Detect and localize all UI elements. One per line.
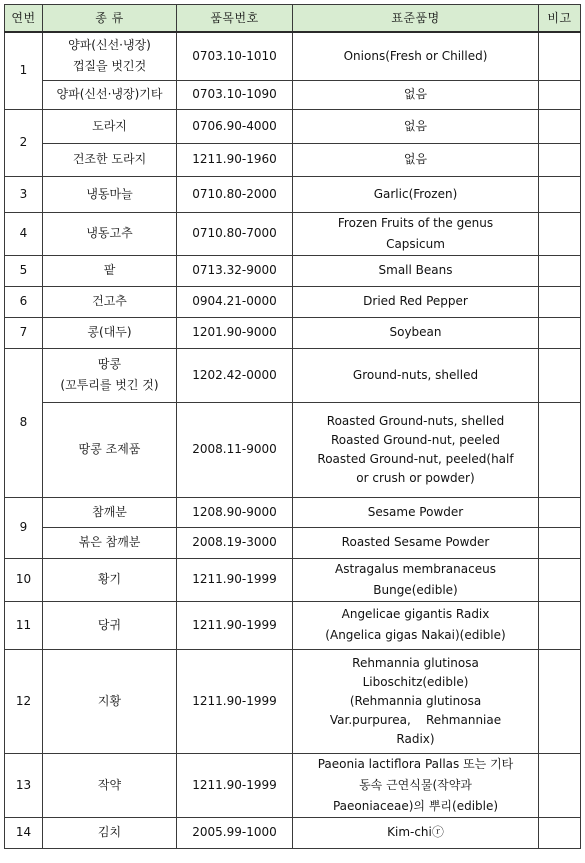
- item-code-cell: 1208.90-9000: [177, 497, 293, 527]
- header-row: [5, 5, 581, 33]
- remarks-cell: [539, 286, 581, 317]
- table-row: [5, 80, 581, 109]
- type-cell: [43, 601, 177, 649]
- serial-number-cell: 10: [5, 558, 43, 601]
- type-cell: [43, 817, 177, 848]
- serial-number-cell: 2: [5, 109, 43, 176]
- standard-name-line: Rehmannia glutinosa: [352, 655, 479, 670]
- serial-number-cell: 3: [5, 176, 43, 212]
- standard-name-line: Garlic(Frozen): [373, 186, 458, 201]
- remarks-cell: [539, 143, 581, 176]
- type-line: 양파(신선·냉장)기타: [56, 87, 163, 101]
- table-row: [5, 601, 581, 649]
- remarks-cell: [539, 817, 581, 848]
- product-table: [4, 4, 581, 849]
- type-line: 냉동마늘: [86, 186, 133, 201]
- type-line: 작약: [97, 777, 122, 792]
- type-line: 껍질을 벗긴것: [72, 59, 147, 74]
- document-page: [4, 4, 581, 849]
- standard-name-cell: [293, 143, 539, 176]
- type-cell: [43, 143, 177, 176]
- standard-name-line: Roasted Ground-nut, peeled: [331, 432, 500, 447]
- table-row: [5, 143, 581, 176]
- remarks-cell: [539, 753, 581, 817]
- serial-number-cell: 13: [5, 753, 43, 817]
- remarks-cell: [539, 402, 581, 497]
- header-serial: 연번: [5, 5, 43, 33]
- remarks-cell: [539, 317, 581, 348]
- table-body: [5, 32, 581, 848]
- type-line: 건조한 도라지: [72, 152, 147, 166]
- remarks-cell: [539, 497, 581, 527]
- type-line: 지황: [97, 693, 122, 708]
- type-cell: [43, 497, 177, 527]
- serial-number-cell: 1: [5, 32, 43, 109]
- type-line: 볶은 참깨분: [78, 535, 141, 549]
- type-cell: [43, 649, 177, 753]
- remarks-cell: [539, 601, 581, 649]
- item-code-cell: 0710.80-7000: [177, 212, 293, 255]
- standard-name-cell: [293, 109, 539, 143]
- remarks-cell: [539, 348, 581, 402]
- type-line: 땅콩 조제품: [78, 442, 141, 456]
- standard-name-cell: [293, 80, 539, 109]
- type-line: 참깨분: [92, 504, 127, 519]
- standard-name-cell: [293, 649, 539, 753]
- item-code-cell: 2005.99-1000: [177, 817, 293, 848]
- table-row: [5, 649, 581, 753]
- type-line: 당귀: [97, 617, 122, 632]
- table-row: [5, 176, 581, 212]
- serial-number-cell: 6: [5, 286, 43, 317]
- standard-name-cell: [293, 317, 539, 348]
- table-row: [5, 32, 581, 80]
- standard-name-line: Radix): [396, 731, 435, 746]
- standard-name-line: Ground-nuts, shelled: [352, 367, 479, 382]
- serial-number-cell: 12: [5, 649, 43, 753]
- standard-name-cell: [293, 255, 539, 286]
- item-code-cell: 1211.90-1999: [177, 558, 293, 601]
- item-code-cell: 0703.10-1090: [177, 80, 293, 109]
- type-cell: [43, 348, 177, 402]
- type-line: 양파(신선·냉장): [68, 38, 151, 53]
- table-row: [5, 348, 581, 402]
- standard-name-cell: [293, 402, 539, 497]
- standard-name-line: Paeonia lactiflora Pallas 또는 기타: [317, 756, 514, 771]
- type-line: 땅콩: [97, 357, 122, 371]
- standard-name-cell: [293, 817, 539, 848]
- standard-name-cell: [293, 601, 539, 649]
- item-code-cell: 0706.90-4000: [177, 109, 293, 143]
- serial-number-cell: 4: [5, 212, 43, 255]
- item-code-cell: 0703.10-1010: [177, 32, 293, 80]
- type-line: 팥: [103, 263, 116, 277]
- table-row: [5, 402, 581, 497]
- item-code-cell: 0904.21-0000: [177, 286, 293, 317]
- item-code-cell: 1211.90-1999: [177, 601, 293, 649]
- standard-name-line: Roasted Ground-nut, peeled(half: [317, 451, 514, 466]
- remarks-cell: [539, 80, 581, 109]
- standard-name-line: Dried Red Pepper: [363, 294, 468, 308]
- type-cell: [43, 527, 177, 558]
- standard-name-line: (Angelica gigas Nakai)(edible): [325, 628, 506, 642]
- type-cell: [43, 286, 177, 317]
- type-cell: [43, 753, 177, 817]
- standard-name-cell: [293, 286, 539, 317]
- remarks-cell: [539, 649, 581, 753]
- serial-number-cell: 8: [5, 348, 43, 497]
- standard-name-cell: [293, 176, 539, 212]
- type-line: 황기: [97, 572, 122, 586]
- standard-name-line: 없음: [403, 87, 428, 101]
- type-cell: [43, 32, 177, 80]
- standard-name-line: Roasted Ground-nuts, shelled: [326, 413, 505, 428]
- standard-name-line: Sesame Powder: [367, 504, 464, 519]
- table-row: [5, 109, 581, 143]
- serial-number-cell: 7: [5, 317, 43, 348]
- type-line: 콩(대두): [87, 325, 132, 339]
- serial-number-cell: 11: [5, 601, 43, 649]
- table-row: [5, 817, 581, 848]
- item-code-cell: 2008.19-3000: [177, 527, 293, 558]
- standard-name-line: Astragalus membranaceus: [335, 561, 496, 576]
- type-cell: [43, 109, 177, 143]
- type-cell: [43, 255, 177, 286]
- standard-name-cell: [293, 212, 539, 255]
- type-line: 건고추: [92, 294, 127, 308]
- header-type: 종 류: [43, 5, 177, 33]
- serial-number-cell: 14: [5, 817, 43, 848]
- standard-name-line: Onions(Fresh or Chilled): [343, 48, 488, 63]
- item-code-cell: 1211.90-1999: [177, 753, 293, 817]
- remarks-cell: [539, 255, 581, 286]
- table-row: [5, 317, 581, 348]
- standard-name-cell: [293, 527, 539, 558]
- standard-name-line: 없음: [403, 152, 428, 166]
- standard-name-line: Roasted Sesame Powder: [341, 535, 490, 549]
- standard-name-line: Bunge(edible): [373, 582, 458, 597]
- remarks-cell: [539, 212, 581, 255]
- remarks-cell: [539, 558, 581, 601]
- type-cell: [43, 317, 177, 348]
- standard-name-line: Capsicum: [386, 236, 445, 251]
- item-code-cell: 0713.32-9000: [177, 255, 293, 286]
- table-row: [5, 255, 581, 286]
- standard-name-line: Var.purpurea, Rehmanniae: [329, 712, 502, 727]
- remarks-cell: [539, 527, 581, 558]
- standard-name-line: 동속 근연식물(작약과: [359, 777, 472, 792]
- item-code-cell: 0710.80-2000: [177, 176, 293, 212]
- table-row: [5, 558, 581, 601]
- type-line: 도라지: [92, 118, 127, 133]
- table-row: [5, 527, 581, 558]
- standard-name-cell: [293, 32, 539, 80]
- item-code-cell: 1201.90-9000: [177, 317, 293, 348]
- standard-name-line: Small Beans: [378, 263, 453, 277]
- standard-name-line: or crush or powder): [356, 470, 475, 485]
- remarks-cell: [539, 109, 581, 143]
- serial-number-cell: 5: [5, 255, 43, 286]
- type-cell: [43, 402, 177, 497]
- standard-name-cell: [293, 497, 539, 527]
- item-code-cell: 1211.90-1960: [177, 143, 293, 176]
- standard-name-line: Soybean: [389, 325, 442, 339]
- type-line: 김치: [97, 825, 122, 839]
- table-row: [5, 212, 581, 255]
- item-code-cell: 1211.90-1999: [177, 649, 293, 753]
- standard-name-line: Liboschitz(edible): [362, 674, 469, 689]
- standard-name-line: Angelicae gigantis Radix: [341, 607, 490, 621]
- type-cell: [43, 176, 177, 212]
- item-code-cell: 1202.42-0000: [177, 348, 293, 402]
- standard-name-line: Frozen Fruits of the genus: [337, 215, 494, 230]
- type-cell: [43, 558, 177, 601]
- header-remarks: 비고: [539, 5, 581, 33]
- table-row: [5, 497, 581, 527]
- standard-name-line: 없음: [403, 118, 428, 133]
- table-row: [5, 753, 581, 817]
- header-item-code: 품목번호: [177, 5, 293, 33]
- standard-name-cell: [293, 753, 539, 817]
- standard-name-line: Kim-chiⓡ: [387, 825, 444, 839]
- type-line: 냉동고추: [86, 226, 133, 240]
- standard-name-line: Paeoniaceae)의 뿌리(edible): [332, 798, 499, 813]
- standard-name-cell: [293, 558, 539, 601]
- standard-name-line: (Rehmannia glutinosa: [349, 693, 482, 708]
- header-standard-name: 표준품명: [293, 5, 539, 33]
- type-cell: [43, 212, 177, 255]
- remarks-cell: [539, 176, 581, 212]
- serial-number-cell: 9: [5, 497, 43, 558]
- table-row: [5, 286, 581, 317]
- item-code-cell: 2008.11-9000: [177, 402, 293, 497]
- standard-name-cell: [293, 348, 539, 402]
- remarks-cell: [539, 32, 581, 80]
- type-cell: [43, 80, 177, 109]
- type-line: (꼬투리를 벗긴 것): [60, 378, 159, 392]
